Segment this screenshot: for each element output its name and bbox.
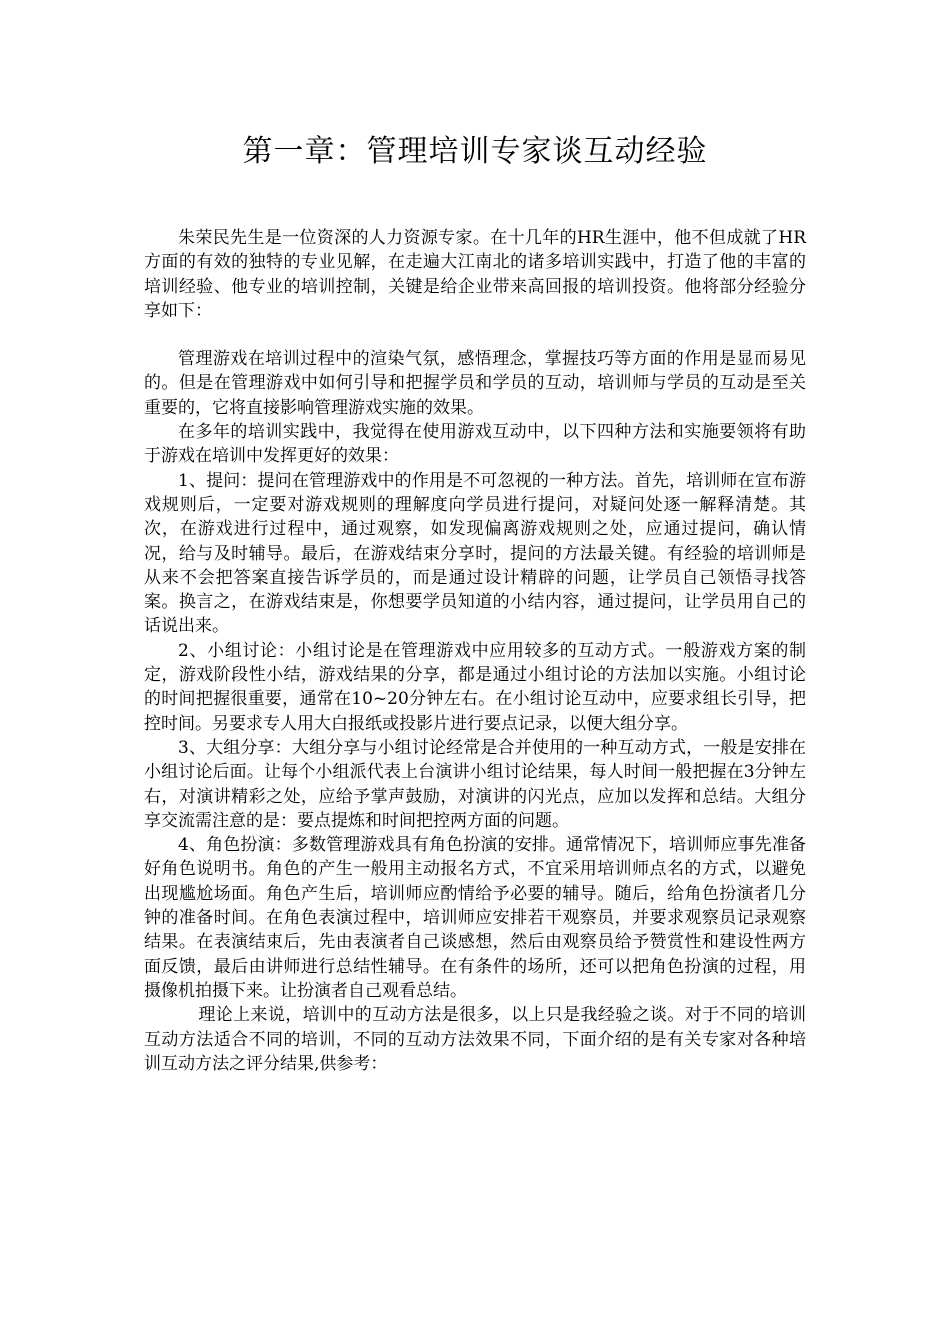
paragraph-intro: 朱荣民先生是一位资深的人力资源专家。在十几年的HR生涯中，他不但成就了HR方面的有效的独特的专业见解，在走遍大江南北的诸多培训实践中，打造了他的丰富的培训经验、他专业的培训控制，关键是给企业带来高回报的培训投资。他将部分经验分享如下： xyxy=(144,228,806,321)
paragraph-four-methods: 在多年的培训实践中，我觉得在使用游戏互动中，以下四种方法和实施要领将有助于游戏在培训中发挥更好的效果： xyxy=(144,422,806,467)
paragraph-games-role: 管理游戏在培训过程中的渲染气氛，感悟理念，掌握技巧等方面的作用是显而易见的。但是在管理游戏中如何引导和把握学员和学员的互动，培训师与学员的互动是至关重要的，它将直接影响管理游戏实施的效果。 xyxy=(144,349,806,418)
paragraph-conclusion: 理论上来说，培训中的互动方法是很多，以上只是我经验之谈。对于不同的培训互动方法适合不同的培训，不同的互动方法效果不同，下面介绍的是有关专家对各种培训互动方法之评分结果,供参考： xyxy=(144,1005,806,1074)
document-body xyxy=(144,226,806,1076)
paragraph-method-group-discussion: 2、小组讨论：小组讨论是在管理游戏中应用较多的互动方式。一般游戏方案的制定，游戏阶段性小结，游戏结果的分享，都是通过小组讨论的方法加以实施。小组讨论的时间把握很重要，通常在10~20分钟左右。在小组讨论互动中，应要求组长引导，把控时间。另要求专人用大白报纸或投影片进行要点记录，以便大组分享。 xyxy=(144,640,806,734)
paragraph-method-role-play: 4、角色扮演：多数管理游戏具有角色扮演的安排。通常情况下，培训师应事先准备好角色说明书。角色的产生一般用主动报名方式，不宜采用培训师点名的方式，以避免出现尴尬场面。角色产生后，培训师应酌情给予必要的辅导。随后，给角色扮演者几分钟的准备时间。在角色表演过程中，培训师应安排若干观察员，并要求观察员记录观察结果。在表演结束后，先由表演者自己谈感想，然后由观察员给予赞赏性和建设性两方面反馈，最后由讲师进行总结性辅导。在有条件的场所，还可以把角色扮演的过程，用摄像机拍摄下来。让扮演者自己观看总结。 xyxy=(144,835,806,1001)
paragraph-method-questioning: 1、提问：提问在管理游戏中的作用是不可忽视的一种方法。首先，培训师在宣布游戏规则后，一定要对游戏规则的理解度向学员进行提问，对疑问处逐一解释清楚。其次，在游戏进行过程中，通过观察，如发现偏离游戏规则之处，应通过提问，确认情况，给与及时辅导。最后，在游戏结束分享时，提问的方法最关键。有经验的培训师是从来不会把答案直接告诉学员的，而是通过设计精辟的问题，让学员自己领悟寻找答案。换言之，在游戏结束是，你想要学员知道的小结内容，通过提问，让学员用自己的话说出来。 xyxy=(144,470,806,637)
page-title: 第一章：管理培训专家谈互动经验 xyxy=(242,134,708,169)
paragraph-method-plenary-sharing: 3、大组分享：大组分享与小组讨论经常是合并使用的一种互动方式，一般是安排在小组讨论后面。让每个小组派代表上台演讲小组讨论结果，每人时间一般把握在3分钟左右，对演讲精彩之处，应给予掌声鼓励，对演讲的闪光点，应加以发挥和总结。大组分享交流需注意的是：要点提炼和时间把控两方面的问题。 xyxy=(144,737,806,831)
